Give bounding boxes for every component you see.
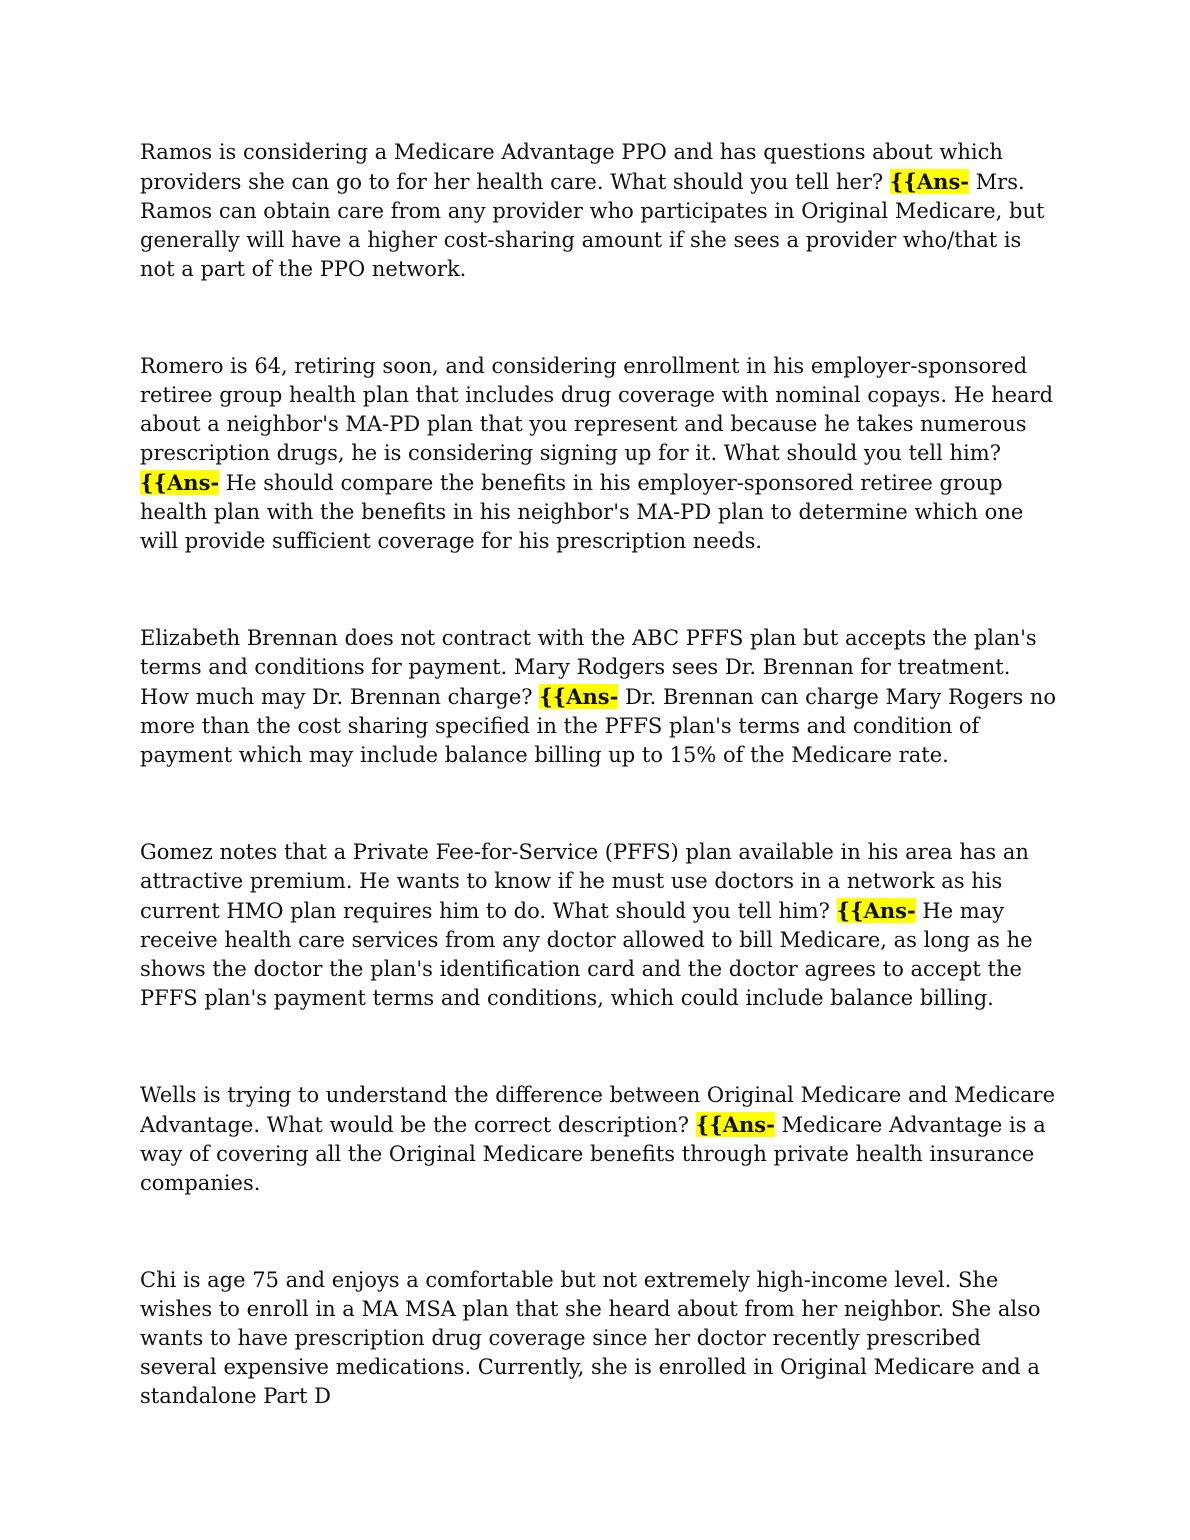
qa-entry-4 <box>140 838 1060 1013</box>
spacer <box>140 556 1060 624</box>
question-text: Ramos is considering a Medicare Advantage PPO and has questions about which providers she can go to for her health care. What should you tell her? <box>140 140 1003 194</box>
spacer <box>140 284 1060 352</box>
qa-entry-3 <box>140 624 1060 770</box>
qa-entry-1 <box>140 138 1060 284</box>
question-text: Romero is 64, retiring soon, and considering enrollment in his employer-sponsored retiree group health plan that includes drug coverage with nominal copays. He heard about a neighbor's MA-PD plan that you represent and because he takes numerous prescription drugs, he is considering signing up for it. What should you tell him? <box>140 354 1054 465</box>
spacer <box>140 1013 1060 1081</box>
document-page <box>140 138 1060 1411</box>
answer-text: He may receive health care services from any doctor allowed to bill Medicare, as long as he shows the doctor the plan's identification card and the doctor agrees to accept the PFFS plan's payment terms and conditions, which could include balance billing. <box>140 899 1033 1010</box>
spacer <box>140 770 1060 838</box>
qa-entry-5 <box>140 1081 1060 1198</box>
answer-tag: {{Ans- <box>889 169 969 194</box>
answer-text: Medicare Advantage is a way of covering all the Original Medicare benefits through private health insurance companies. <box>140 1113 1046 1195</box>
answer-tag: {{Ans- <box>695 1112 775 1137</box>
spacer <box>140 1198 1060 1266</box>
answer-tag: {{Ans- <box>140 470 220 495</box>
answer-text: Dr. Brennan can charge Mary Rogers no more than the cost sharing specified in the PFFS plan's terms and condition of payment which may include balance billing up to 15% of the Medicare rate. <box>140 685 1057 767</box>
answer-text: He should compare the benefits in his employer-sponsored retiree group health plan with the benefits in his neighbor's MA-PD plan to determine which one will provide sufficient coverage for his prescription needs. <box>140 471 1024 553</box>
answer-tag: {{Ans- <box>539 684 619 709</box>
answer-tag: {{Ans- <box>836 898 916 923</box>
question-text: Chi is age 75 and enjoys a comfortable but not extremely high-income level. She wishes to enroll in a MA MSA plan that she heard about from her neighbor. She also wants to have prescription drug coverage since her doctor recently prescribed several expensive medications. Currently, she is enrolled in Original Medicare and a standalone Part D <box>140 1268 1041 1408</box>
qa-entry-6 <box>140 1266 1060 1411</box>
question-text: Wells is trying to understand the difference between Original Medicare and Medicare Advantage. What would be the correct description? <box>140 1083 1055 1137</box>
answer-text: Mrs. Ramos can obtain care from any provider who participates in Original Medicare, but generally will have a higher cost-sharing amount if she sees a provider who/that is not a part of the PPO network. <box>140 170 1045 281</box>
question-text: Gomez notes that a Private Fee-for-Service (PFFS) plan available in his area has an attractive premium. He wants to know if he must use doctors in a network as his current HMO plan requires him to do. What should you tell him? <box>140 840 1029 923</box>
question-text: Elizabeth Brennan does not contract with the ABC PFFS plan but accepts the plan's terms and conditions for payment. Mary Rodgers sees Dr. Brennan for treatment. How much may Dr. Brennan charge? <box>140 626 1037 709</box>
qa-entry-2 <box>140 352 1060 556</box>
